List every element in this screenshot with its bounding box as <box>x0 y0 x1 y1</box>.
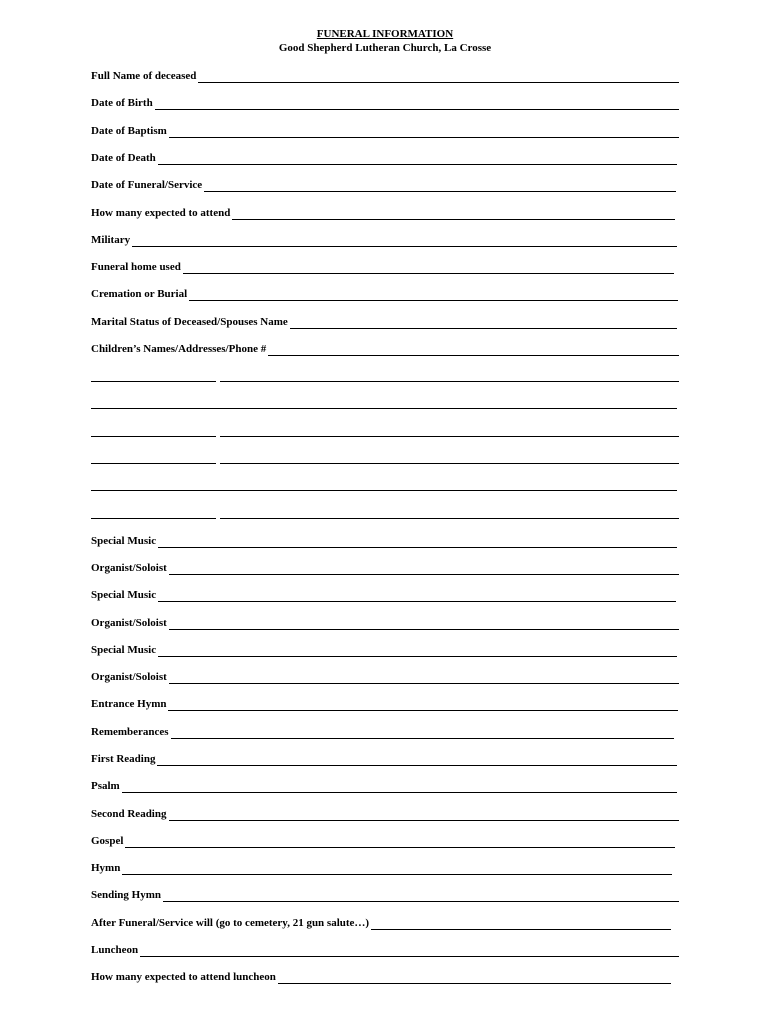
children-name-line-4[interactable] <box>91 463 216 464</box>
military-field[interactable] <box>91 233 677 247</box>
special-music-3-label: Special Music <box>91 644 157 656</box>
full-name-label: Full Name of deceased <box>91 70 197 82</box>
expected-luncheon-label: How many expected to attend luncheon <box>91 971 276 983</box>
special-music-2-field[interactable] <box>91 588 676 602</box>
military-label: Military <box>91 234 131 246</box>
sending-hymn-line[interactable] <box>163 890 679 902</box>
cremation-burial-label: Cremation or Burial <box>91 288 188 300</box>
special-music-2-line[interactable] <box>158 590 676 602</box>
first-reading-field[interactable] <box>91 752 677 766</box>
special-music-2-label: Special Music <box>91 589 157 601</box>
organist-2-label: Organist/Soloist <box>91 617 167 629</box>
funeral-home-field[interactable] <box>91 260 674 274</box>
rememberances-line[interactable] <box>171 727 674 739</box>
date-of-funeral-field[interactable] <box>91 178 676 192</box>
special-music-3-field[interactable] <box>91 643 677 657</box>
entrance-hymn-line[interactable] <box>168 699 678 711</box>
organist-2-line[interactable] <box>169 618 679 630</box>
second-reading-field[interactable] <box>91 807 679 821</box>
organist-3-field[interactable] <box>91 670 679 684</box>
form-title: FUNERAL INFORMATION <box>316 28 454 40</box>
rememberances-label: Rememberances <box>91 726 169 738</box>
date-of-death-line[interactable] <box>158 153 677 165</box>
hymn-line[interactable] <box>122 863 672 875</box>
after-funeral-field[interactable] <box>91 916 671 930</box>
full-name-field[interactable] <box>91 69 679 83</box>
special-music-3-line[interactable] <box>158 645 677 657</box>
children-full-line-2[interactable] <box>91 408 677 409</box>
second-reading-line[interactable] <box>169 809 680 821</box>
children-name-line-3[interactable] <box>91 436 216 437</box>
date-of-baptism-line[interactable] <box>169 126 679 138</box>
expected-attend-field[interactable] <box>91 206 675 220</box>
children-address-line-1[interactable] <box>220 381 679 382</box>
organist-1-label: Organist/Soloist <box>91 562 167 574</box>
psalm-label: Psalm <box>91 780 120 792</box>
luncheon-label: Luncheon <box>91 944 139 956</box>
funeral-home-label: Funeral home used <box>91 261 181 273</box>
funeral-home-line[interactable] <box>183 262 674 274</box>
after-funeral-line[interactable] <box>371 918 671 930</box>
expected-attend-line[interactable] <box>232 208 675 220</box>
psalm-field[interactable] <box>91 779 677 793</box>
cremation-burial-line[interactable] <box>189 289 678 301</box>
special-music-1-line[interactable] <box>158 536 677 548</box>
rememberances-field[interactable] <box>91 725 674 739</box>
marital-status-field[interactable] <box>91 315 677 329</box>
expected-attend-label: How many expected to attend <box>91 207 231 219</box>
children-address-line-3[interactable] <box>220 436 679 437</box>
special-music-1-field[interactable] <box>91 534 677 548</box>
organist-1-field[interactable] <box>91 561 679 575</box>
second-reading-label: Second Reading <box>91 808 167 820</box>
cremation-burial-field[interactable] <box>91 287 678 301</box>
luncheon-field[interactable] <box>91 943 679 957</box>
expected-luncheon-field[interactable] <box>91 970 671 984</box>
entrance-hymn-field[interactable] <box>91 697 678 711</box>
sending-hymn-field[interactable] <box>91 888 679 902</box>
gospel-field[interactable] <box>91 834 675 848</box>
organist-1-line[interactable] <box>169 563 679 575</box>
organist-3-label: Organist/Soloist <box>91 671 167 683</box>
date-of-birth-label: Date of Birth <box>91 97 153 109</box>
children-field[interactable] <box>91 342 679 356</box>
after-funeral-label: After Funeral/Service will (go to cemetery, 21 gun salute…) <box>91 917 370 929</box>
military-line[interactable] <box>132 235 677 247</box>
expected-luncheon-line[interactable] <box>278 972 671 984</box>
hymn-label: Hymn <box>91 862 121 874</box>
organist-3-line[interactable] <box>169 672 679 684</box>
marital-status-label: Marital Status of Deceased/Spouses Name <box>91 316 288 328</box>
date-of-funeral-line[interactable] <box>204 180 676 192</box>
date-of-birth-field[interactable] <box>91 96 679 110</box>
sending-hymn-label: Sending Hymn <box>91 889 161 901</box>
special-music-1-label: Special Music <box>91 535 157 547</box>
full-name-line[interactable] <box>198 71 679 83</box>
date-of-baptism-label: Date of Baptism <box>91 125 167 137</box>
children-name-line-1[interactable] <box>91 381 216 382</box>
hymn-field[interactable] <box>91 861 672 875</box>
children-full-line-5[interactable] <box>91 490 677 491</box>
entrance-hymn-label: Entrance Hymn <box>91 698 167 710</box>
first-reading-label: First Reading <box>91 753 156 765</box>
date-of-death-label: Date of Death <box>91 152 156 164</box>
organist-2-field[interactable] <box>91 616 679 630</box>
psalm-line[interactable] <box>122 781 677 793</box>
gospel-label: Gospel <box>91 835 124 847</box>
children-label: Children’s Names/Addresses/Phone # <box>91 343 267 355</box>
children-line[interactable] <box>268 344 679 356</box>
children-address-line-6[interactable] <box>220 518 679 519</box>
luncheon-line[interactable] <box>140 945 679 957</box>
form-subtitle: Good Shepherd Lutheran Church, La Crosse <box>278 42 492 54</box>
children-address-line-4[interactable] <box>220 463 679 464</box>
gospel-line[interactable] <box>125 836 675 848</box>
date-of-death-field[interactable] <box>91 151 677 165</box>
date-of-funeral-label: Date of Funeral/Service <box>91 179 203 191</box>
children-name-line-6[interactable] <box>91 518 216 519</box>
first-reading-line[interactable] <box>157 754 677 766</box>
marital-status-line[interactable] <box>290 317 677 329</box>
date-of-birth-line[interactable] <box>155 98 679 110</box>
date-of-baptism-field[interactable] <box>91 124 679 138</box>
